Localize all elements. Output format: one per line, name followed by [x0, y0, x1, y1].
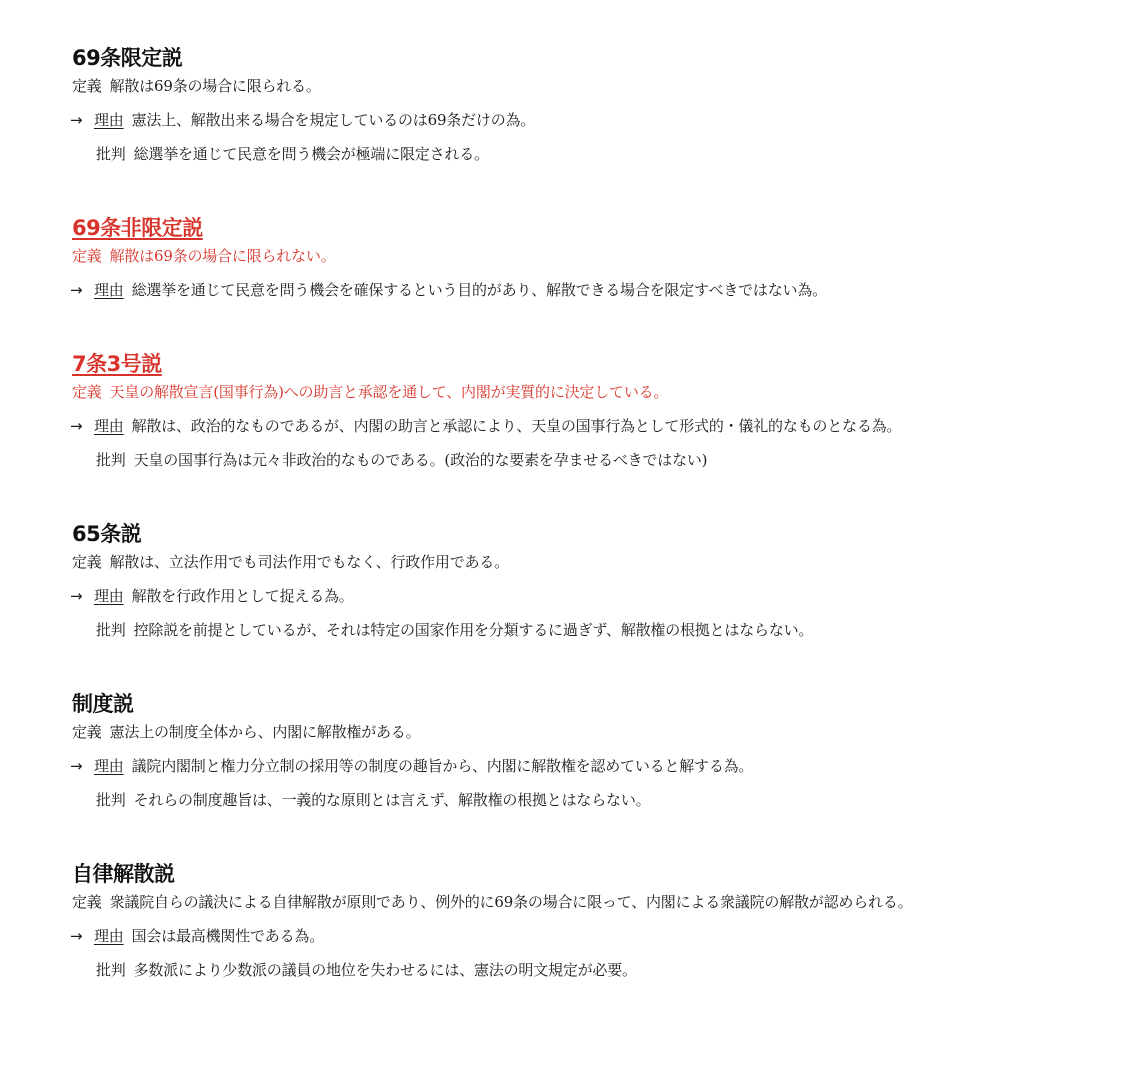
criticism-line: [72, 620, 1112, 654]
arrow-icon: →: [70, 757, 83, 775]
definition-line: [72, 76, 1112, 110]
definition-line: [72, 246, 1112, 280]
reason-label: 理由: [94, 927, 124, 945]
criticism-line: [72, 790, 1112, 824]
reason-text: 国会は最高機関性である為。: [131, 927, 325, 945]
definition-label: 定義: [72, 77, 102, 95]
definition-text: 解散は69条の場合に限られない。: [109, 247, 336, 265]
reason-text: 憲法上、解散出来る場合を規定しているのは69条だけの為。: [131, 111, 536, 129]
criticism-line: [72, 450, 1112, 484]
section-heading: 7条3号説: [72, 352, 162, 376]
section-institution: [72, 690, 1112, 824]
definition-line: [72, 382, 1112, 416]
arrow-icon: →: [70, 281, 83, 299]
definition-text: 憲法上の制度全体から、内閣に解散権がある。: [109, 723, 421, 741]
definition-text: 天皇の解散宣言(国事行為)への助言と承認を通して、内閣が実質的に決定している。: [109, 383, 669, 401]
definition-text: 衆議院自らの議決による自律解散が原則であり、例外的に69条の場合に限って、内閣による衆議院の解散が認められる。: [109, 893, 913, 911]
reason-label: 理由: [94, 281, 124, 299]
reason-text: 総選挙を通じて民意を問う機会を確保するという目的があり、解散できる場合を限定すべきではない為。: [131, 281, 827, 299]
section-autonomous-dissolution: [72, 860, 1112, 994]
section-heading: 65条説: [72, 522, 142, 546]
reason-line: [72, 586, 1112, 620]
definition-text: 解散は、立法作用でも司法作用でもなく、行政作用である。: [109, 553, 509, 571]
reason-label: 理由: [94, 587, 124, 605]
section-69-limited: [72, 44, 1112, 178]
arrow-icon: →: [70, 927, 83, 945]
reason-line: [72, 416, 1112, 450]
reason-label: 理由: [94, 111, 124, 129]
reason-line: [72, 926, 1112, 960]
reason-text: 議院内閣制と権力分立制の採用等の制度の趣旨から、内閣に解散権を認めていると解する為。: [131, 757, 754, 775]
section-heading: 制度説: [72, 692, 134, 716]
section-7-3: [72, 350, 1112, 484]
definition-line: [72, 722, 1112, 756]
arrow-icon: →: [70, 111, 83, 129]
definition-label: 定義: [72, 383, 102, 401]
criticism-line: [72, 144, 1112, 178]
criticism-text: 総選挙を通じて民意を問う機会が極端に限定される。: [133, 145, 489, 163]
definition-label: 定義: [72, 893, 102, 911]
arrow-icon: →: [70, 417, 83, 435]
criticism-label: 批判: [96, 451, 126, 469]
section-heading: 69条非限定説: [72, 216, 203, 240]
section-65: [72, 520, 1112, 654]
reason-line: [72, 756, 1112, 790]
section-heading: 自律解散説: [72, 862, 175, 886]
criticism-label: 批判: [96, 145, 126, 163]
reason-text: 解散は、政治的なものであるが、内閣の助言と承認により、天皇の国事行為として形式的・儀礼的なものとなる為。: [131, 417, 902, 435]
reason-text: 解散を行政作用として捉える為。: [131, 587, 354, 605]
reason-label: 理由: [94, 757, 124, 775]
arrow-icon: →: [70, 587, 83, 605]
definition-label: 定義: [72, 247, 102, 265]
reason-line: [72, 110, 1112, 144]
criticism-label: 批判: [96, 961, 126, 979]
criticism-label: 批判: [96, 791, 126, 809]
document-page: [72, 44, 1112, 1030]
section-heading: 69条限定説: [72, 46, 183, 70]
criticism-line: [72, 960, 1112, 994]
reason-line: [72, 280, 1112, 314]
definition-label: 定義: [72, 723, 102, 741]
criticism-text: 控除説を前提としているが、それは特定の国家作用を分類するに過ぎず、解散権の根拠とはならない。: [133, 621, 814, 639]
definition-line: [72, 892, 1112, 926]
criticism-text: 天皇の国事行為は元々非政治的なものである。(政治的な要素を孕ませるべきではない): [133, 451, 708, 469]
section-69-unlimited: [72, 214, 1112, 314]
definition-text: 解散は69条の場合に限られる。: [109, 77, 321, 95]
reason-label: 理由: [94, 417, 124, 435]
definition-label: 定義: [72, 553, 102, 571]
criticism-label: 批判: [96, 621, 126, 639]
definition-line: [72, 552, 1112, 586]
criticism-text: 多数派により少数派の議員の地位を失わせるには、憲法の明文規定が必要。: [133, 961, 637, 979]
criticism-text: それらの制度趣旨は、一義的な原則とは言えず、解散権の根拠とはならない。: [133, 791, 651, 809]
